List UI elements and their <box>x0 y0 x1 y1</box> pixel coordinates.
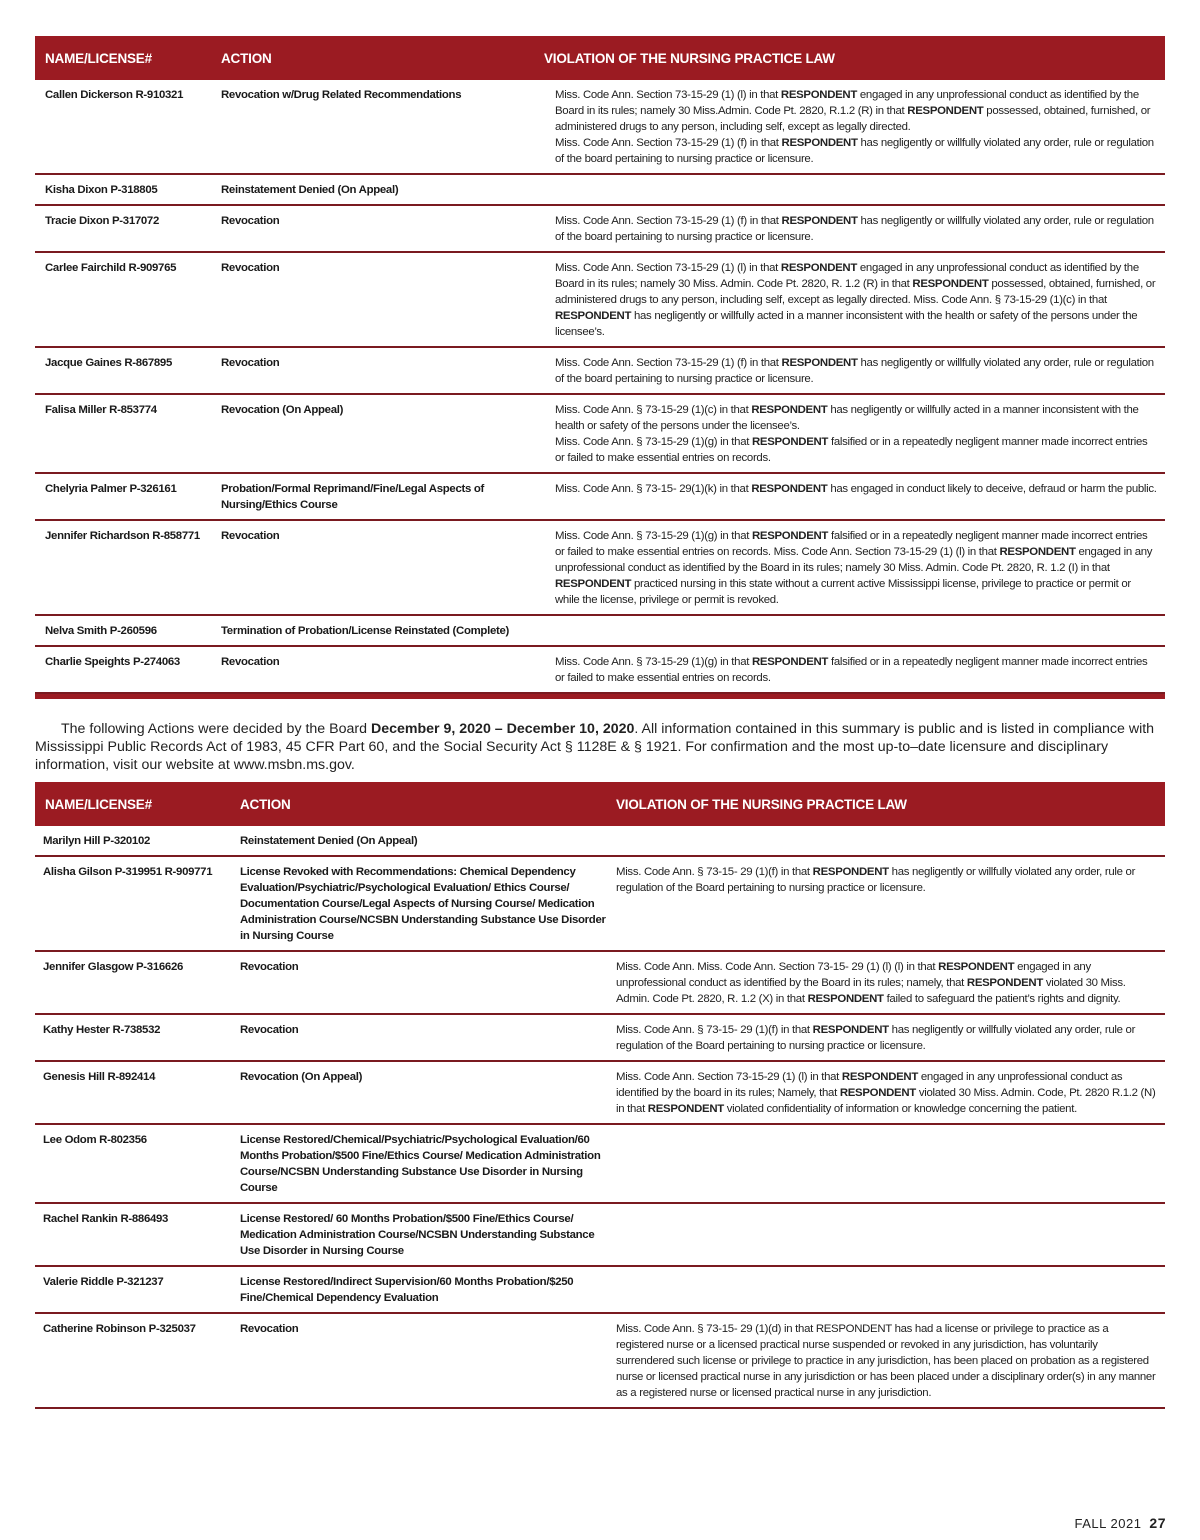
table-row <box>35 348 1165 395</box>
cell-action: License Restored/ 60 Months Probation/$500 Fine/Ethics Course/ Medication Administration Course/NCSBN Understanding Substance Use Disorder in Nursing Course <box>240 1213 595 1257</box>
cell-violation: Miss. Code Ann. § 73-15-29 (1)(c) in that RESPONDENT has negligently or willfully acted in a manner inconsistent with the health or safety of the persons under the licensee’s. Miss. Code Ann. § 73-15-29 (1)(g) in that RESPONDENT falsified or in a repeatedly negligent manner made incorrect entries or failed to make essential entries on records. <box>555 404 1148 464</box>
cell-action: License Restored/Chemical/Psychiatric/Psychological Evaluation/60 Months Probation/$500 Fine/Ethics Course/ Medication Administration Course/NCSBN Understanding Substance Use Disorder in Nursing Course <box>240 1134 601 1194</box>
cell-violation <box>555 616 1165 645</box>
cell-action: Probation/Formal Reprimand/Fine/Legal Aspects of Nursing/Ethics Course <box>221 483 485 511</box>
cell-name: Valerie Riddle P-321237 <box>43 1276 164 1288</box>
cell-action: Revocation (On Appeal) <box>221 404 344 416</box>
column-header-violation: VIOLATION OF THE NURSING PRACTICE LAW <box>544 51 835 66</box>
cell-action: Revocation <box>221 530 280 542</box>
cell-violation <box>616 1204 1165 1265</box>
cell-action: Revocation <box>240 961 299 973</box>
table-2-body <box>35 826 1165 1409</box>
cell-violation: Miss. Code Ann. § 73-15-29 (1)(g) in that RESPONDENT falsified or in a repeatedly negligent manner made incorrect entries or failed to make essential entries on records. Miss. Code Ann. Section 73-15-29 (1) (l) in that RESPONDENT engaged in any unprofessional conduct as identified by the Board in its rules; namely 30 Miss. Admin. Code Pt. 2820, R. 1.2 (I) in that RESPONDENT practiced nursing in this state without a current active Mississippi license, privilege to practice or permit or while the license, privilege or permit is revoked. <box>555 530 1153 606</box>
cell-action: Revocation (On Appeal) <box>240 1071 363 1083</box>
table-row <box>35 80 1165 175</box>
intro-text-after: . All information contained in this summary is public and is listed in compliance with Mississippi Public Records Act of 1983, 45 CFR Part 60, and the Social Security Act § 1128E & § 1921. For confirmation and the most up-to–date licensure and disciplinary information, visit our website at www.msbn.ms.gov. <box>35 721 1155 773</box>
cell-name: Catherine Robinson P-325037 <box>43 1323 196 1335</box>
cell-name: Jennifer Richardson R-858771 <box>45 530 200 542</box>
cell-violation: Miss. Code Ann. § 73-15- 29(1)(k) in that RESPONDENT has engaged in conduct likely to deceive, defraud or harm the public. <box>555 483 1157 495</box>
column-header-action: ACTION <box>240 797 291 812</box>
page-number: 27 <box>1149 1515 1166 1531</box>
table-row <box>35 253 1165 348</box>
cell-violation: Miss. Code Ann. Section 73-15-29 (1) (l) in that RESPONDENT engaged in any unprofessional conduct as identified by the Board in its rules; namely 30 Miss. Admin. Code Pt. 2820, R. 1.2 (R) in that RESPONDENT possessed, obtained, furnished, or administered drugs to any person, including self, except as legally directed. Miss. Code Ann. § 73-15-29 (1)(c) in that RESPONDENT has negligently or willfully acted in a manner inconsistent with the health or safety of the persons under the licensee’s. <box>555 262 1156 338</box>
table-1-bottom-rule <box>35 694 1165 699</box>
cell-violation: Miss. Code Ann. Miss. Code Ann. Section 73-15- 29 (1) (l) (l) in that RESPONDENT engaged in any unprofessional conduct as identified by the Board in its rules; namely, that RESPONDENT violated 30 Miss. Admin. Code Pt. 2820, R. 1.2 (X) in that RESPONDENT failed to safeguard the patient’s rights and dignity. <box>616 961 1126 1005</box>
cell-name: Rachel Rankin R-886493 <box>43 1213 169 1225</box>
cell-action: Revocation <box>240 1024 299 1036</box>
cell-action: Revocation <box>221 262 280 274</box>
issue-label: FALL 2021 <box>1074 1516 1142 1531</box>
cell-violation <box>555 175 1165 204</box>
intro-paragraph <box>35 720 1165 774</box>
cell-name: Jacque Gaines R-867895 <box>45 357 173 369</box>
intro-dates: December 9, 2020 – December 10, 2020 <box>370 721 635 737</box>
table-row <box>35 1314 1165 1409</box>
cell-action: Termination of Probation/License Reinstated (Complete) <box>221 625 510 637</box>
table-row <box>35 206 1165 253</box>
cell-violation: Miss. Code Ann. § 73-15- 29 (1)(f) in that RESPONDENT has negligently or willfully violated any order, rule or regulation of the Board pertaining to nursing practice or licensure. <box>616 866 1136 894</box>
cell-action: Revocation <box>221 215 280 227</box>
cell-name: Alisha Gilson P-319951 R-909771 <box>43 866 213 878</box>
column-header-name: NAME/LICENSE# <box>45 797 152 812</box>
cell-violation <box>616 1125 1165 1202</box>
table-1-body <box>35 80 1165 694</box>
cell-violation <box>616 826 1165 855</box>
table-row <box>35 1125 1165 1204</box>
cell-name: Callen Dickerson R-910321 <box>45 89 184 101</box>
cell-violation: Miss. Code Ann. § 73-15- 29 (1)(d) in that RESPONDENT has had a license or privilege to practice as a registered nurse or a licensed practical nurse suspended or revoked in any jurisdiction, has voluntarily surrendered such license or privilege to practice in any jurisdiction, has been placed on probation as a registered nurse or licensed practical nurse in any jurisdiction or has been placed under a disciplinary order(s) in any manner as a registered nurse or licensed practical nurse in any jurisdiction. <box>616 1323 1156 1399</box>
table-row <box>35 1015 1165 1062</box>
table-row <box>35 474 1165 521</box>
table-1-header <box>35 36 1165 80</box>
cell-name: Marilyn Hill P-320102 <box>43 835 151 847</box>
cell-action: Reinstatement Denied (On Appeal) <box>240 835 418 847</box>
table-row <box>35 647 1165 694</box>
cell-violation: Miss. Code Ann. § 73-15-29 (1)(g) in that RESPONDENT falsified or in a repeatedly negligent manner made incorrect entries or failed to make essential entries on records. <box>555 656 1148 684</box>
cell-name: Chelyria Palmer P-326161 <box>45 483 177 495</box>
cell-name: Kisha Dixon P-318805 <box>45 184 158 196</box>
cell-name: Kathy Hester R-738532 <box>43 1024 161 1036</box>
table-row <box>35 521 1165 616</box>
cell-name: Carlee Fairchild R-909765 <box>45 262 177 274</box>
table-row <box>35 1062 1165 1125</box>
table-row <box>35 826 1165 857</box>
cell-name: Lee Odom R-802356 <box>43 1134 147 1146</box>
table-row <box>35 952 1165 1015</box>
cell-action: Revocation <box>221 656 280 668</box>
table-row <box>35 1204 1165 1267</box>
column-header-name: NAME/LICENSE# <box>45 51 152 66</box>
cell-name: Genesis Hill R-892414 <box>43 1071 156 1083</box>
cell-action: License Restored/Indirect Supervision/60 Months Probation/$250 Fine/Chemical Dependency Evaluation <box>240 1276 574 1304</box>
cell-violation: Miss. Code Ann. Section 73-15-29 (1) (l) in that RESPONDENT engaged in any unprofessional conduct as identified by the Board in its rules; namely 30 Miss.Admin. Code Pt. 2820, R.1.2 (R) in that RESPONDENT possessed, obtained, furnished, or administered drugs to any person, including self, except as legally directed. Miss. Code Ann. Section 73-15-29 (1) (f) in that RESPONDENT has negligently or willfully violated any order, rule or regulation of the board pertaining to nursing practice or licensure. <box>555 89 1154 165</box>
cell-name: Nelva Smith P-260596 <box>45 625 157 637</box>
cell-violation: Miss. Code Ann. Section 73-15-29 (1) (f) in that RESPONDENT has negligently or willfully violated any order, rule or regulation of the board pertaining to nursing practice or licensure. <box>555 357 1154 385</box>
table-row <box>35 616 1165 647</box>
disciplinary-table-1 <box>35 36 1165 699</box>
cell-violation: Miss. Code Ann. § 73-15- 29 (1)(f) in that RESPONDENT has negligently or willfully violated any order, rule or regulation of the Board pertaining to nursing practice or licensure. <box>616 1024 1136 1052</box>
table-row <box>35 175 1165 206</box>
cell-name: Tracie Dixon P-317072 <box>45 215 160 227</box>
intro-text-before: The following Actions were decided by the Board <box>61 721 371 737</box>
cell-action: Reinstatement Denied (On Appeal) <box>221 184 399 196</box>
cell-violation: Miss. Code Ann. Section 73-15-29 (1) (l) in that RESPONDENT engaged in any unprofessional conduct as identified by the board in its rules; Namely, that RESPONDENT violated 30 Miss. Admin. Code, Pt. 2820 R.1.2 (N) in that RESPONDENT violated confidentiality of information or knowledge concerning the patient. <box>616 1071 1156 1115</box>
table-row <box>35 857 1165 952</box>
page-footer <box>1075 1515 1166 1531</box>
cell-action: Revocation <box>240 1323 299 1335</box>
table-row <box>35 395 1165 474</box>
disciplinary-table-2 <box>35 782 1165 1409</box>
cell-name: Falisa Miller R-853774 <box>45 404 157 416</box>
column-header-action: ACTION <box>221 51 272 66</box>
cell-action: Revocation w/Drug Related Recommendations <box>221 89 462 101</box>
cell-name: Charlie Speights P-274063 <box>45 656 180 668</box>
cell-violation <box>616 1267 1165 1312</box>
column-header-violation: VIOLATION OF THE NURSING PRACTICE LAW <box>616 797 907 812</box>
table-2-header <box>35 782 1165 826</box>
cell-action: Revocation <box>221 357 280 369</box>
cell-violation: Miss. Code Ann. Section 73-15-29 (1) (f) in that RESPONDENT has negligently or willfully violated any order, rule or regulation of the board pertaining to nursing practice or licensure. <box>555 215 1154 243</box>
table-row <box>35 1267 1165 1314</box>
cell-name: Jennifer Glasgow P-316626 <box>43 961 184 973</box>
cell-action: License Revoked with Recommendations: Chemical Dependency Evaluation/Psychiatric/Psychological Evaluation/ Ethics Course/ Documentation Course/Legal Aspects of Nursing Course/ Medication Administration Course/NCSBN Understanding Substance Use Disorder in Nursing Course <box>240 866 606 942</box>
